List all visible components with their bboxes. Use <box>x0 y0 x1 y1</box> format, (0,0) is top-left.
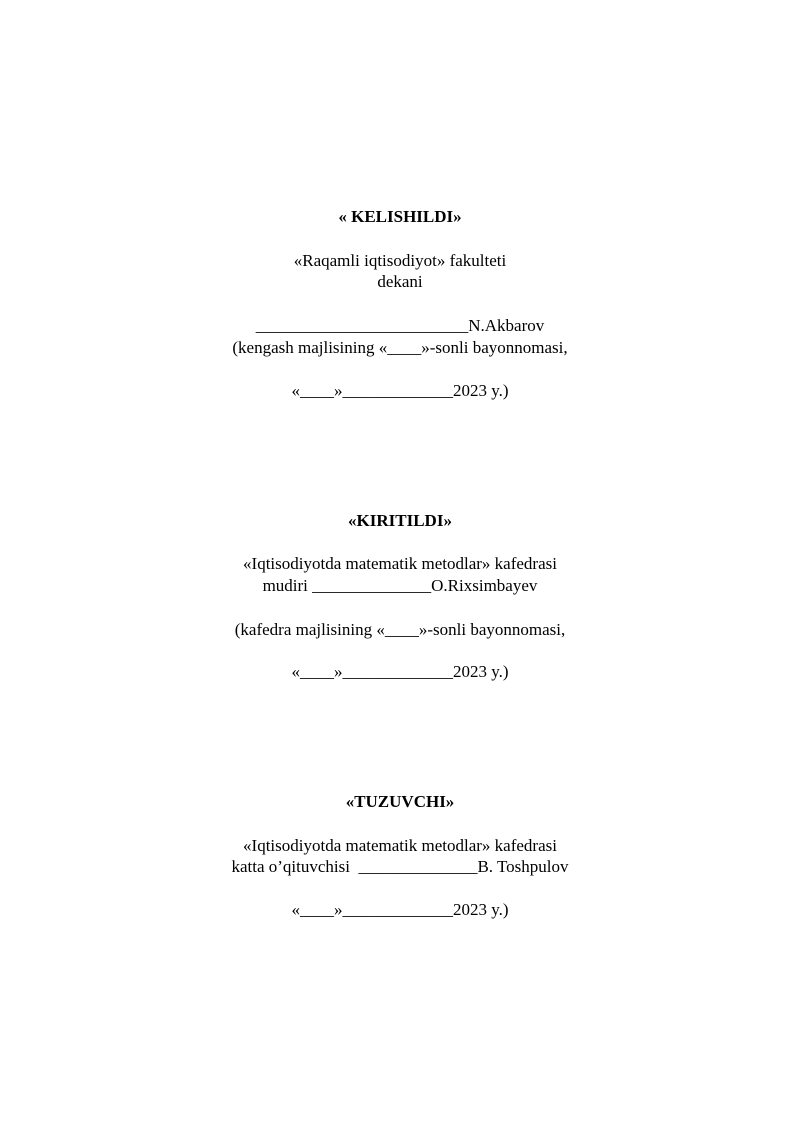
lecturer-signature-line: katta o’qituvchisi ______________B. Toshpulov <box>231 857 569 876</box>
kiritildi-date-line: «____»_____________2023 y.) <box>291 662 509 681</box>
department-protocol-line: (kafedra majlisining «____»-sonli bayonnomasi, <box>234 620 566 639</box>
faculty-line: «Raqamli iqtisodiyot» fakulteti <box>293 251 507 270</box>
kiritildi-heading: «KIRITILDI» <box>348 511 452 530</box>
kiritildi-department-line: «Iqtisodiyotda matematik metodlar» kafedrasi <box>243 554 557 573</box>
tuzuvchi-heading: «TUZUVCHI» <box>345 792 455 811</box>
tuzuvchi-department-line: «Iqtisodiyotda matematik metodlar» kafedrasi <box>243 836 557 855</box>
kelishildi-date-line: «____»_____________2023 y.) <box>291 381 509 400</box>
tuzuvchi-date-line: «____»_____________2023 y.) <box>291 900 509 919</box>
head-signature-line: mudiri ______________O.Rixsimbayev <box>262 576 538 595</box>
kelishildi-heading: « KELISHILDI» <box>338 207 462 226</box>
dean-signature-line: _________________________N.Akbarov <box>255 316 545 335</box>
council-protocol-line: (kengash majlisining «____»-sonli bayonnomasi, <box>232 338 568 357</box>
dean-role-line: dekani <box>377 272 423 291</box>
